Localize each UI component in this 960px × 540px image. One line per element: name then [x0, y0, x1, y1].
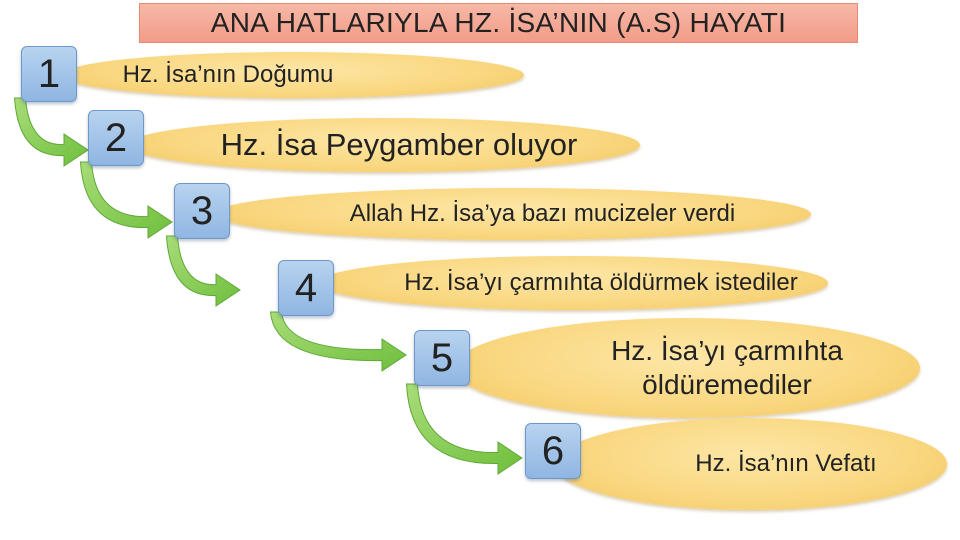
step-2-oval [128, 118, 640, 172]
diagram-title: ANA HATLARIYLA HZ. İSA’NIN (A.S) HAYATI [139, 3, 858, 43]
step-3-number: 3 [174, 183, 230, 239]
step-3-text: Allah Hz. İsa’ya bazı mucizeler verdi [349, 199, 736, 227]
step-4-oval [318, 256, 828, 310]
step-1-oval [62, 52, 524, 98]
step-4-text: Hz. İsa’yı çarmıhta öldürmek istediler [404, 268, 798, 296]
connector-arrow-4 [271, 312, 407, 371]
step-5-oval [454, 318, 920, 418]
step-2-number: 2 [88, 110, 144, 166]
connector-arrow-1 [15, 98, 89, 166]
step-4-number: 4 [278, 260, 334, 316]
step-6-text: Hz. İsa’nın Vefatı [695, 449, 877, 477]
step-3-oval [214, 188, 811, 240]
step-6-oval [555, 418, 947, 510]
connector-arrow-2 [81, 162, 173, 238]
step-6-number: 6 [525, 423, 581, 479]
step-2-text: Hz. İsa Peygamber oluyor [220, 127, 578, 163]
connector-arrow-3 [167, 236, 241, 306]
step-5-text: Hz. İsa’yı çarmıhta öldüremediler [611, 335, 843, 400]
step-1-text: Hz. İsa’nın Doğumu [122, 60, 334, 88]
step-1-number: 1 [21, 46, 77, 102]
step-5-number: 5 [414, 330, 470, 386]
